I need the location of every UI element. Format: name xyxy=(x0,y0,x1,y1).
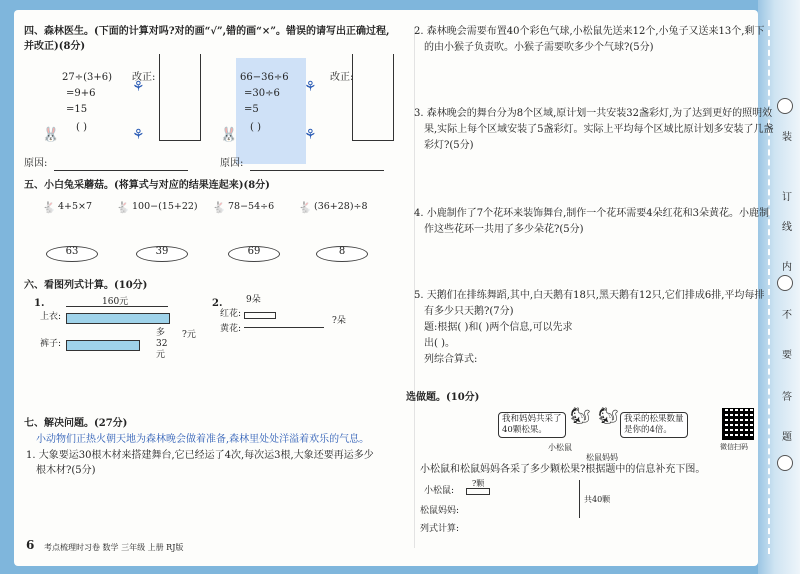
gutter-char: 题 xyxy=(782,432,792,443)
vine-icon: ⚘ xyxy=(132,79,145,95)
vine-icon: ⚘ xyxy=(304,79,317,95)
little-squirrel-bar xyxy=(466,488,490,495)
mushroom-result xyxy=(46,246,98,262)
pants-label: 裤子: xyxy=(40,339,62,349)
calc-a-line: =15 xyxy=(66,104,88,115)
judge-paren: ( ) xyxy=(76,122,87,133)
q1-text: 1. 大象要运30根木材来搭建舞台,它已经运了4次,每次运3根,大象还要再运多少 xyxy=(26,450,374,461)
rabbit-icon: 🐇 xyxy=(42,201,56,214)
expr-card: 100−(15+22) xyxy=(132,201,198,212)
qr-label: 微信扫码 xyxy=(720,443,748,451)
q5-hint: 题:根据( )和( )两个信息,可以先求 xyxy=(424,322,573,333)
gutter-char: 订 xyxy=(782,192,792,203)
q1-total-label: 160元 xyxy=(102,297,129,307)
red-flower-label: 红花: xyxy=(220,309,242,319)
shirt-bar xyxy=(66,313,170,324)
doctor-animal-icon: 🐰 xyxy=(220,127,238,143)
answer-line xyxy=(250,170,384,171)
calc-b-line: =30÷6 xyxy=(244,88,280,99)
vine-icon: ⚘ xyxy=(304,127,317,143)
speech-bubble-right: 我采的松果数量 是你的4倍。 xyxy=(620,412,688,438)
fix-label: 改正: xyxy=(330,72,354,83)
diff-label: 多32元 xyxy=(156,328,168,360)
answer-frame xyxy=(352,54,394,141)
rabbit-icon: 🐇 xyxy=(298,201,312,214)
gutter-char: 要 xyxy=(782,350,792,361)
diagram-top-label: ?颗 xyxy=(472,479,485,488)
q3-text-line3: 彩灯?(5分) xyxy=(424,140,474,151)
cut-line xyxy=(768,20,770,554)
little-squirrel-row: 小松鼠: xyxy=(424,486,455,496)
squirrel-icon: 🐿 xyxy=(570,406,591,425)
red-bar xyxy=(244,312,276,319)
expr-card: 78−54÷6 xyxy=(228,201,275,212)
gutter-char: 线 xyxy=(782,222,792,233)
q5-text-line2: 有多少只天鹅?(7分) xyxy=(424,306,514,317)
total-brace xyxy=(579,480,580,518)
reason-label: 原因: xyxy=(220,158,244,169)
doctor-animal-icon: 🐰 xyxy=(42,127,60,143)
mother-squirrel-label: 松鼠妈妈 xyxy=(586,453,618,462)
expr-card: 4+5×7 xyxy=(58,201,93,212)
mushroom-result xyxy=(228,246,280,262)
gutter-char: 答 xyxy=(782,392,792,403)
judge-paren: ( ) xyxy=(250,122,261,133)
q5-hint-line2: 出( )。 xyxy=(424,338,455,349)
q2-text: 2. 森林晚会需要布置40个彩色气球,小松鼠先送来12个,小兔子又送来13个,剩下 xyxy=(414,26,765,37)
little-squirrel-label: 小松鼠 xyxy=(548,443,572,452)
q4-text-line2: 作这些花环一共用了多少朵花?(5分) xyxy=(424,224,584,235)
section7-intro: 小动物们正热火朝天地为森林晚会做着准备,森林里处处洋溢着欢乐的气息。 xyxy=(36,434,370,445)
total-label: 共40颗 xyxy=(584,495,611,504)
section5-title: 五、小白兔采蘑菇。(将算式与对应的结果连起来)(8分) xyxy=(24,180,270,191)
speech-bubble-left: 我和妈妈共采了 40颗松果。 xyxy=(498,412,566,438)
calc-a-line: =9+6 xyxy=(66,88,96,99)
result-value: 39 xyxy=(155,246,169,257)
result-value: 63 xyxy=(65,246,79,257)
vine-icon: ⚘ xyxy=(132,127,145,143)
rabbit-icon: 🐇 xyxy=(116,201,130,214)
gutter-char: 内 xyxy=(782,262,792,273)
optional-question: 小松鼠和松鼠妈妈各采了多少颗松果?根据题中的信息补充下图。 xyxy=(420,464,706,475)
answer-line xyxy=(54,170,188,171)
q2-question: ?朵 xyxy=(332,316,346,326)
page-number: 6 xyxy=(26,538,35,552)
q5-formula-label: 列综合算式: xyxy=(424,354,478,365)
q2-number: 2. xyxy=(212,298,223,309)
calc-b-line: =5 xyxy=(244,104,259,115)
binding-hole xyxy=(777,275,793,291)
fix-label: 改正: xyxy=(132,72,156,83)
brace-line xyxy=(66,306,168,307)
q2-text-line2: 的由小猴子负责吹。小猴子需要吹多少个气球?(5分) xyxy=(424,42,654,53)
answer-frame xyxy=(159,54,201,141)
calc-a-line: 27÷(3+6) xyxy=(62,72,113,83)
binding-gutter xyxy=(758,0,800,574)
yellow-flower-label: 黄花: xyxy=(220,324,242,334)
binding-hole xyxy=(777,98,793,114)
section6-title: 六、看图列式计算。(10分) xyxy=(24,280,148,291)
shirt-label: 上衣: xyxy=(40,312,62,322)
mushroom-result xyxy=(316,246,368,262)
yellow-bar xyxy=(244,327,324,328)
q1-number: 1. xyxy=(34,298,45,309)
q2-top-label: 9朵 xyxy=(246,295,261,305)
section7-title: 七、解决问题。(27分) xyxy=(24,418,128,429)
q3-text: 3. 森林晚会的舞台分为8个区域,原计划一共安装32盏彩灯,为了达到更好的照明效 xyxy=(414,108,773,119)
q4-text: 4. 小鹿制作了7个花环来装饰舞台,制作一个花环需要4朵红花和3朵黄花。小鹿制 xyxy=(414,208,769,219)
calc-label: 列式计算: xyxy=(420,524,460,534)
mother-squirrel-row: 松鼠妈妈: xyxy=(420,506,460,516)
expr-card: (36+28)÷8 xyxy=(314,201,368,212)
q5-text: 5. 天鹅们在排练舞蹈,其中,白天鹅有18只,黑天鹅有12只,它们排成6排,平均每排 xyxy=(414,290,765,301)
calc-b-line: 66−36÷6 xyxy=(240,72,289,83)
pants-bar xyxy=(66,340,140,351)
reason-label: 原因: xyxy=(24,158,48,169)
qr-code-icon[interactable] xyxy=(722,408,754,440)
gutter-char: 装 xyxy=(782,132,792,143)
section4-title-line2: 并改正)(8分) xyxy=(24,41,86,52)
squirrel-icon: 🐿 xyxy=(598,406,619,425)
q1-text-line2: 根木材?(5分) xyxy=(36,465,96,476)
section4-title: 四、森林医生。(下面的计算对吗?对的画“√”,错的画“×”。错误的请写出正确过程, xyxy=(24,26,390,37)
binding-hole xyxy=(777,455,793,471)
worksheet-page xyxy=(14,10,774,566)
result-value: 69 xyxy=(247,246,261,257)
mushroom-result xyxy=(136,246,188,262)
q1-question: ?元 xyxy=(182,330,196,340)
optional-title: 选做题。(10分) xyxy=(406,392,480,403)
footer-text: 考点梳理时习卷 数学 三年级 上册 RJ版 xyxy=(44,543,184,552)
q3-text-line2: 果,实际上每个区域安装了5盏彩灯。实际上平均每个区域比原计划多安装了几盏 xyxy=(424,124,774,135)
rabbit-icon: 🐇 xyxy=(212,201,226,214)
result-value: 8 xyxy=(338,246,346,257)
gutter-char: 不 xyxy=(782,310,792,321)
